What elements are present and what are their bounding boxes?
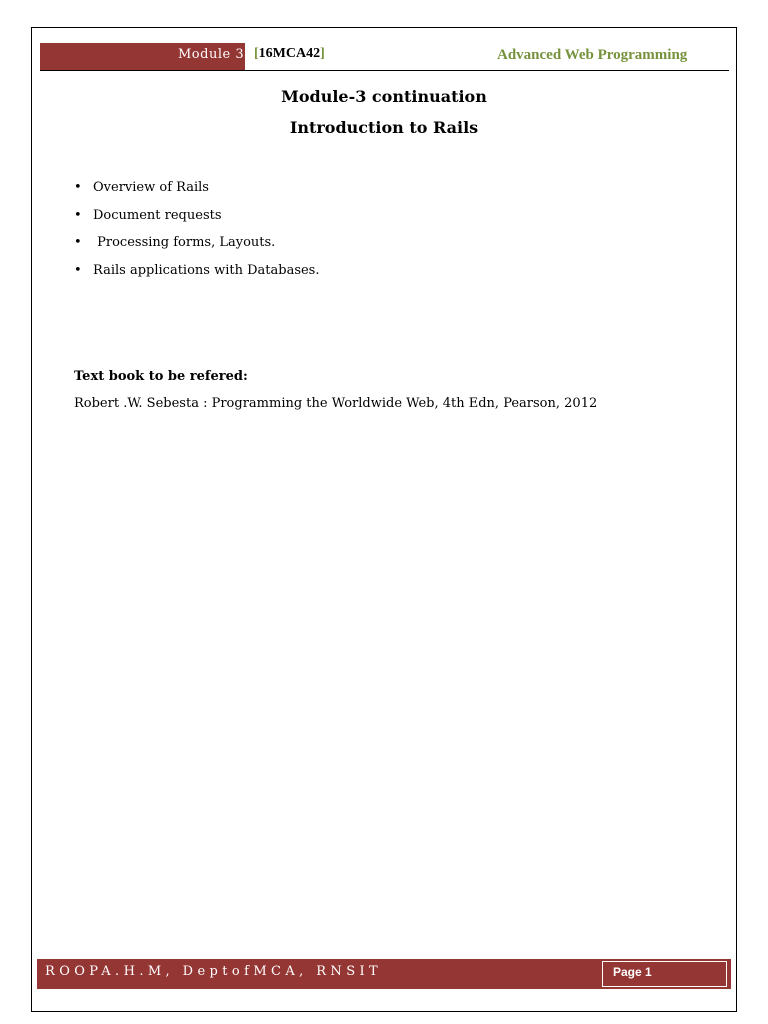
page-border bbox=[31, 27, 737, 1012]
topic-text: Document requests bbox=[93, 207, 222, 223]
header-course-code bbox=[254, 46, 325, 62]
header-subject: Advanced Web Programming bbox=[497, 47, 688, 63]
bullet-icon: • bbox=[74, 180, 82, 195]
list-item bbox=[74, 178, 319, 206]
bullet-icon: • bbox=[74, 235, 82, 251]
list-item bbox=[74, 233, 319, 261]
topic-text: Processing forms, Layouts. bbox=[93, 235, 276, 251]
header-rule bbox=[40, 70, 729, 71]
topic-list bbox=[74, 178, 319, 289]
title-line-1: Module-3 continuation bbox=[281, 87, 487, 106]
reference-text: Robert .W. Sebesta : Programming the Worldwide Web, 4th Edn, Pearson, 2012 bbox=[74, 396, 598, 411]
reference-heading: Text book to be refered: bbox=[74, 369, 248, 384]
page-number: Page 1 bbox=[613, 965, 652, 979]
title-line-2: Introduction to Rails bbox=[289, 118, 479, 137]
bullet-icon: • bbox=[74, 207, 82, 223]
list-item bbox=[74, 206, 319, 234]
topic-text: Rails applications with Databases. bbox=[93, 263, 320, 279]
course-code: 16MCA42 bbox=[258, 46, 321, 61]
topic-text: Overview of Rails bbox=[93, 180, 209, 195]
bracket-open: [ bbox=[254, 46, 259, 61]
bracket-close: ] bbox=[320, 46, 325, 61]
bullet-icon: • bbox=[74, 263, 82, 279]
header-module-label: Module 3 bbox=[178, 47, 245, 62]
footer-author: ROOPA.H.M, DeptofMCA, RNSIT bbox=[45, 964, 383, 979]
list-item bbox=[74, 261, 319, 289]
